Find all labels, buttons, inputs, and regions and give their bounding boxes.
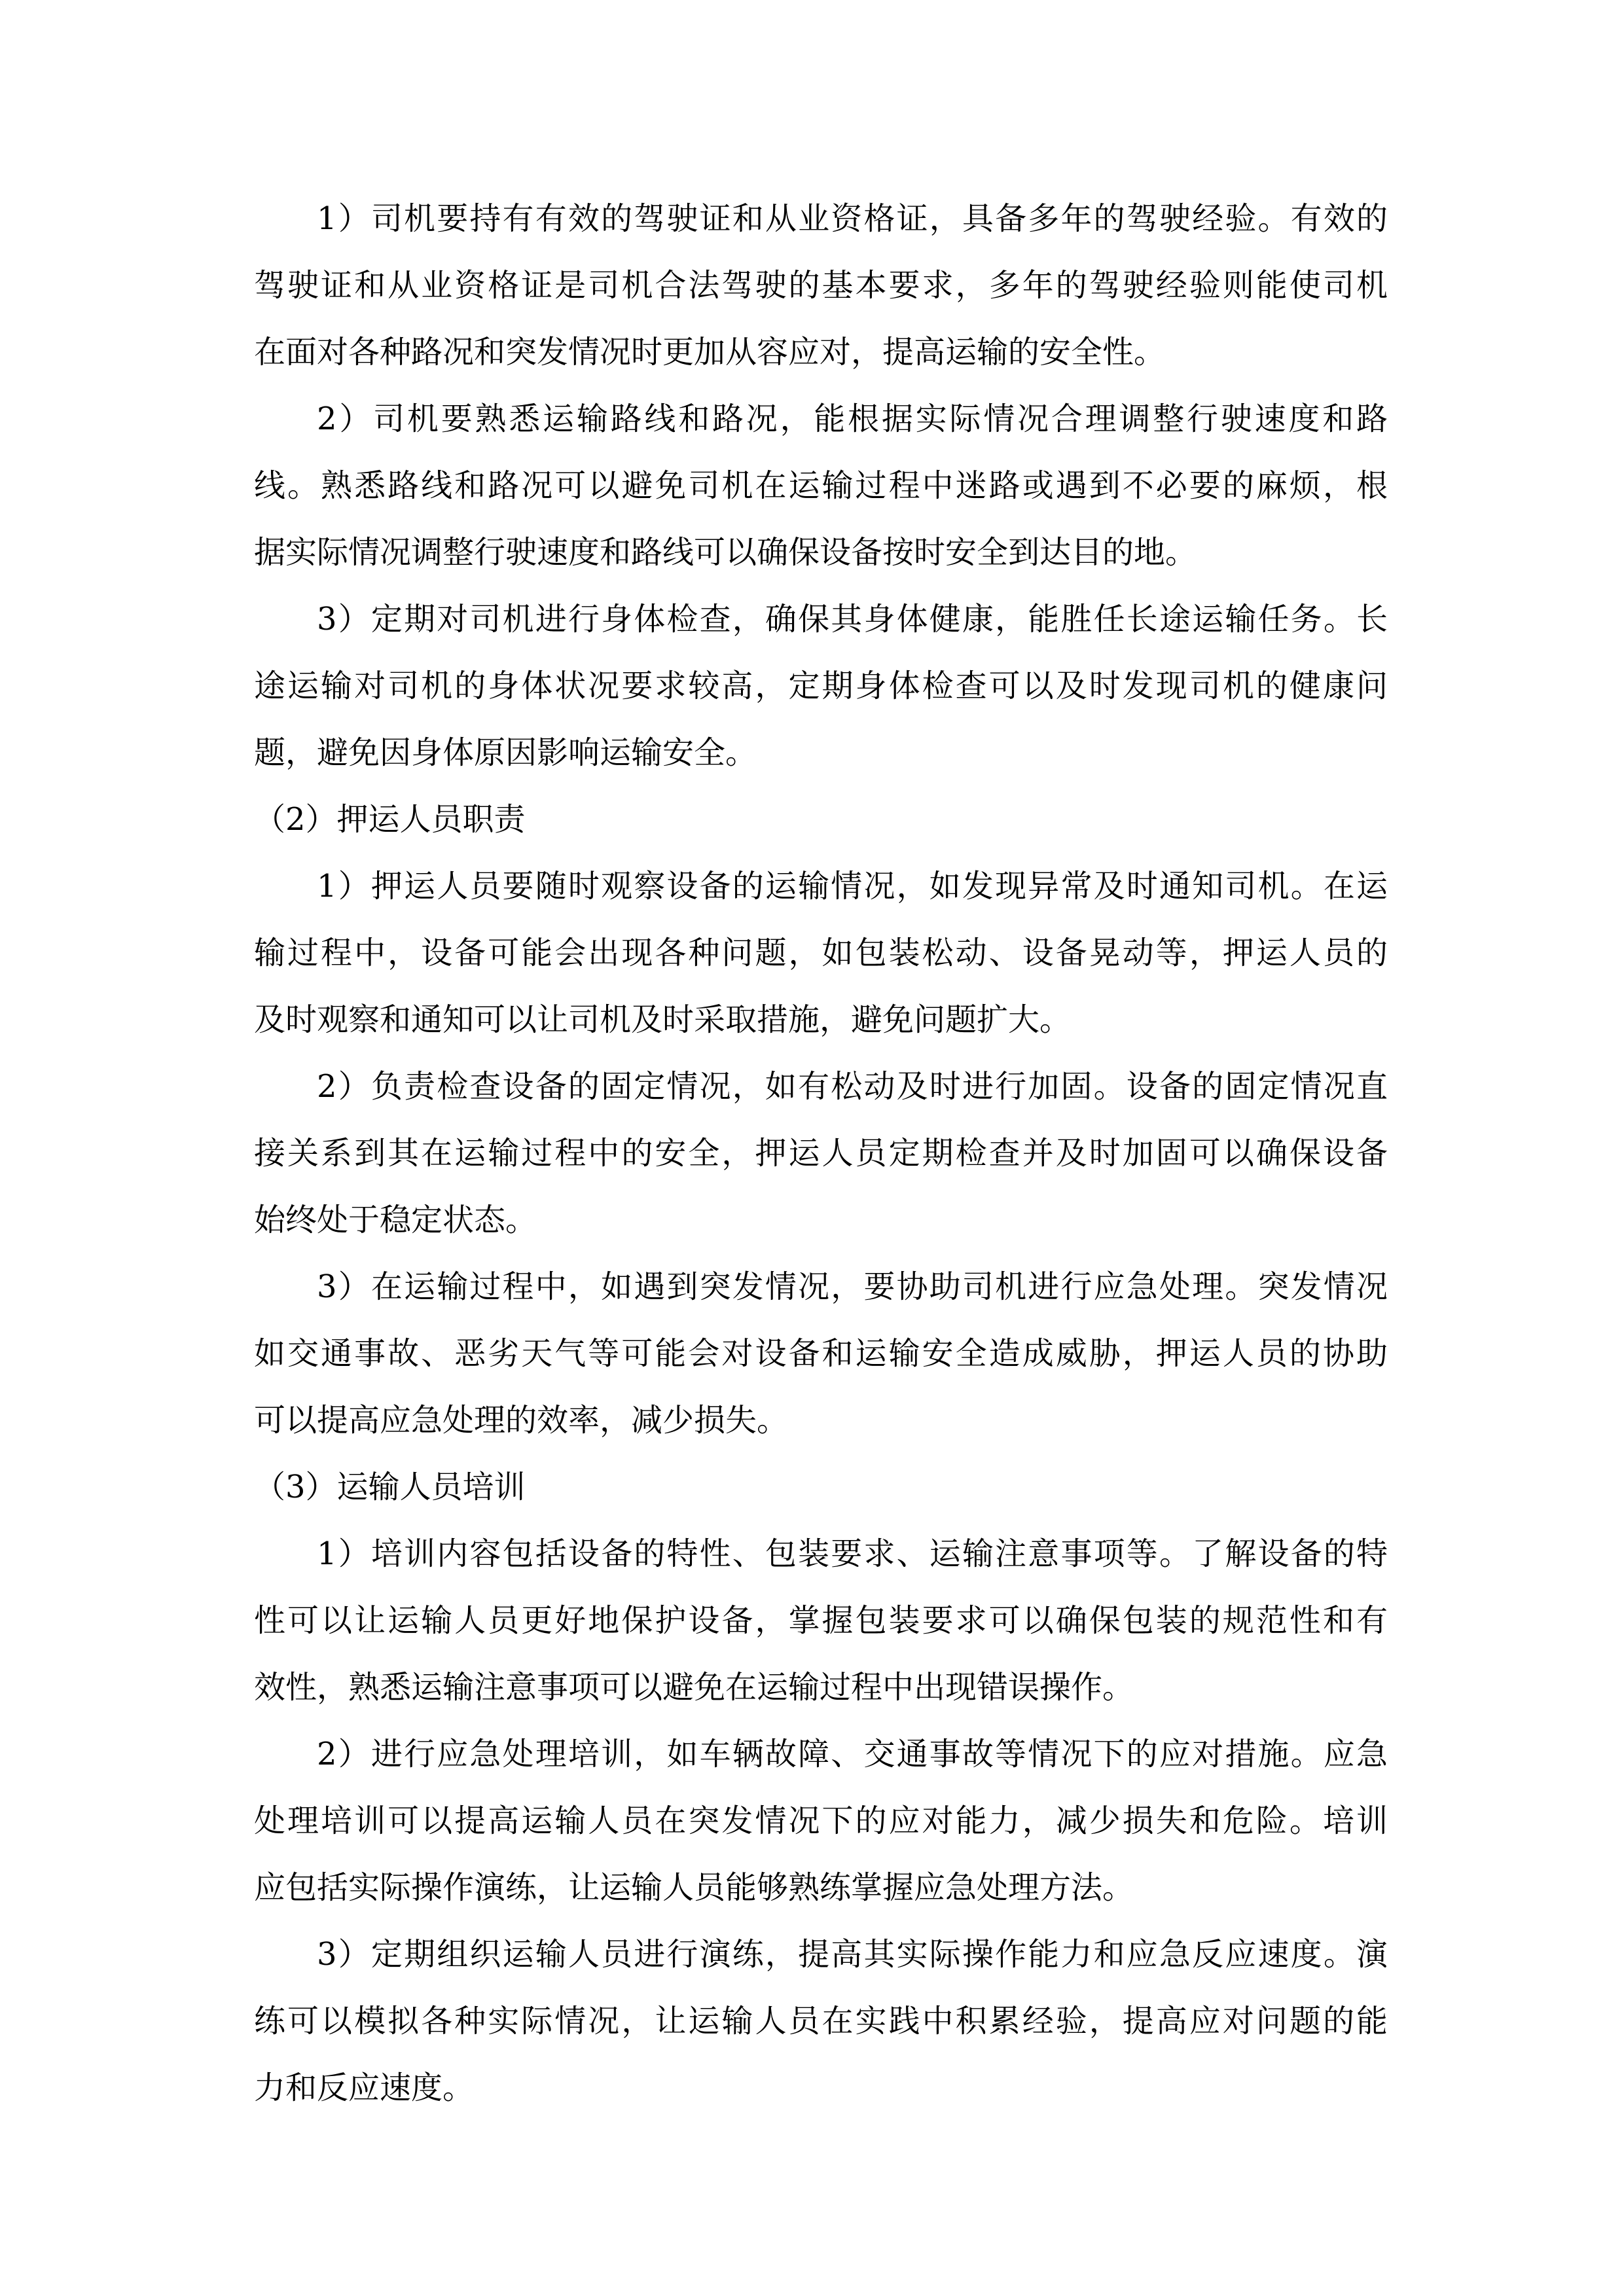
text-line: 1）司机要持有有效的驾驶证和从业资格证，具备多年的驾驶经验。有效的: [317, 200, 1388, 237]
text-line: 1）押运人员要随时观察设备的运输情况，如发现异常及时通知司机。在运: [317, 868, 1388, 905]
paragraph: [254, 1721, 1388, 1921]
paragraph: [254, 1253, 1388, 1454]
text-line: 3）定期对司机进行身体检查，确保其身体健康，能胜任长途运输任务。长: [317, 601, 1388, 637]
text-line: 3）定期组织运输人员进行演练，提高其实际操作能力和应急反应速度。演: [317, 1936, 1388, 1973]
text-line: 题，避免因身体原因影响运输安全。: [254, 734, 757, 771]
text-line: 力和反应速度。: [254, 2070, 475, 2106]
text-line: 线。熟悉路线和路况可以避免司机在运输过程中迷路或遇到不必要的麻烦，根: [254, 467, 1388, 504]
text-line: 效性，熟悉运输注意事项可以避免在运输过程中出现错误操作。: [254, 1669, 1134, 1706]
text-line: 性可以让运输人员更好地保护设备，掌握包装要求可以确保包装的规范性和有: [254, 1602, 1388, 1639]
text-line: 驾驶证和从业资格证是司机合法驾驶的基本要求，多年的驾驶经验则能使司机: [254, 267, 1388, 304]
text-line: 据实际情况调整行驶速度和路线可以确保设备按时安全到达目的地。: [254, 534, 1197, 571]
text-line: 2）负责检查设备的固定情况，如有松动及时进行加固。设备的固定情况直: [317, 1068, 1388, 1105]
section-heading: [254, 1454, 1388, 1520]
document-body: [254, 185, 1388, 2121]
text-line: 可以提高应急处理的效率，减少损失。: [254, 1402, 789, 1439]
text-line: 练可以模拟各种实际情况，让运输人员在实践中积累经验，提高应对问题的能: [254, 2003, 1388, 2039]
text-line: 3）在运输过程中，如遇到突发情况，要协助司机进行应急处理。突发情况: [317, 1268, 1388, 1305]
text-line: 途运输对司机的身体状况要求较高，定期身体检查可以及时发现司机的健康问: [254, 668, 1388, 704]
text-line: 在面对各种路况和突发情况时更加从容应对，提高运输的安全性。: [254, 334, 1166, 370]
paragraph: [254, 185, 1388, 386]
text-line: 及时观察和通知可以让司机及时采取措施，避免问题扩大。: [254, 1001, 1072, 1038]
text-line: （2）押运人员职责: [254, 801, 526, 838]
paragraph: [254, 386, 1388, 586]
text-line: 处理培训可以提高运输人员在突发情况下的应对能力，减少损失和危险。培训: [254, 1803, 1388, 1839]
text-line: 2）进行应急处理培训，如车辆故障、交通事故等情况下的应对措施。应急: [317, 1736, 1388, 1772]
paragraph: [254, 1921, 1388, 2121]
paragraph: [254, 1053, 1388, 1253]
paragraph: [254, 1520, 1388, 1721]
section-heading: [254, 786, 1388, 853]
text-line: 输过程中，设备可能会出现各种问题，如包装松动、设备晃动等，押运人员的: [254, 935, 1388, 971]
text-line: 应包括实际操作演练，让运输人员能够熟练掌握应急处理方法。: [254, 1869, 1134, 1906]
text-line: 2）司机要熟悉运输路线和路况，能根据实际情况合理调整行驶速度和路: [317, 401, 1388, 437]
paragraph: [254, 853, 1388, 1053]
text-line: 如交通事故、恶劣天气等可能会对设备和运输安全造成威胁，押运人员的协助: [254, 1335, 1388, 1372]
text-line: 始终处于稳定状态。: [254, 1202, 537, 1238]
text-line: 1）培训内容包括设备的特性、包装要求、运输注意事项等。了解设备的特: [317, 1535, 1388, 1572]
text-line: 接关系到其在运输过程中的安全，押运人员定期检查并及时加固可以确保设备: [254, 1135, 1388, 1172]
paragraph: [254, 586, 1388, 786]
text-line: （3）运输人员培训: [254, 1469, 526, 1505]
